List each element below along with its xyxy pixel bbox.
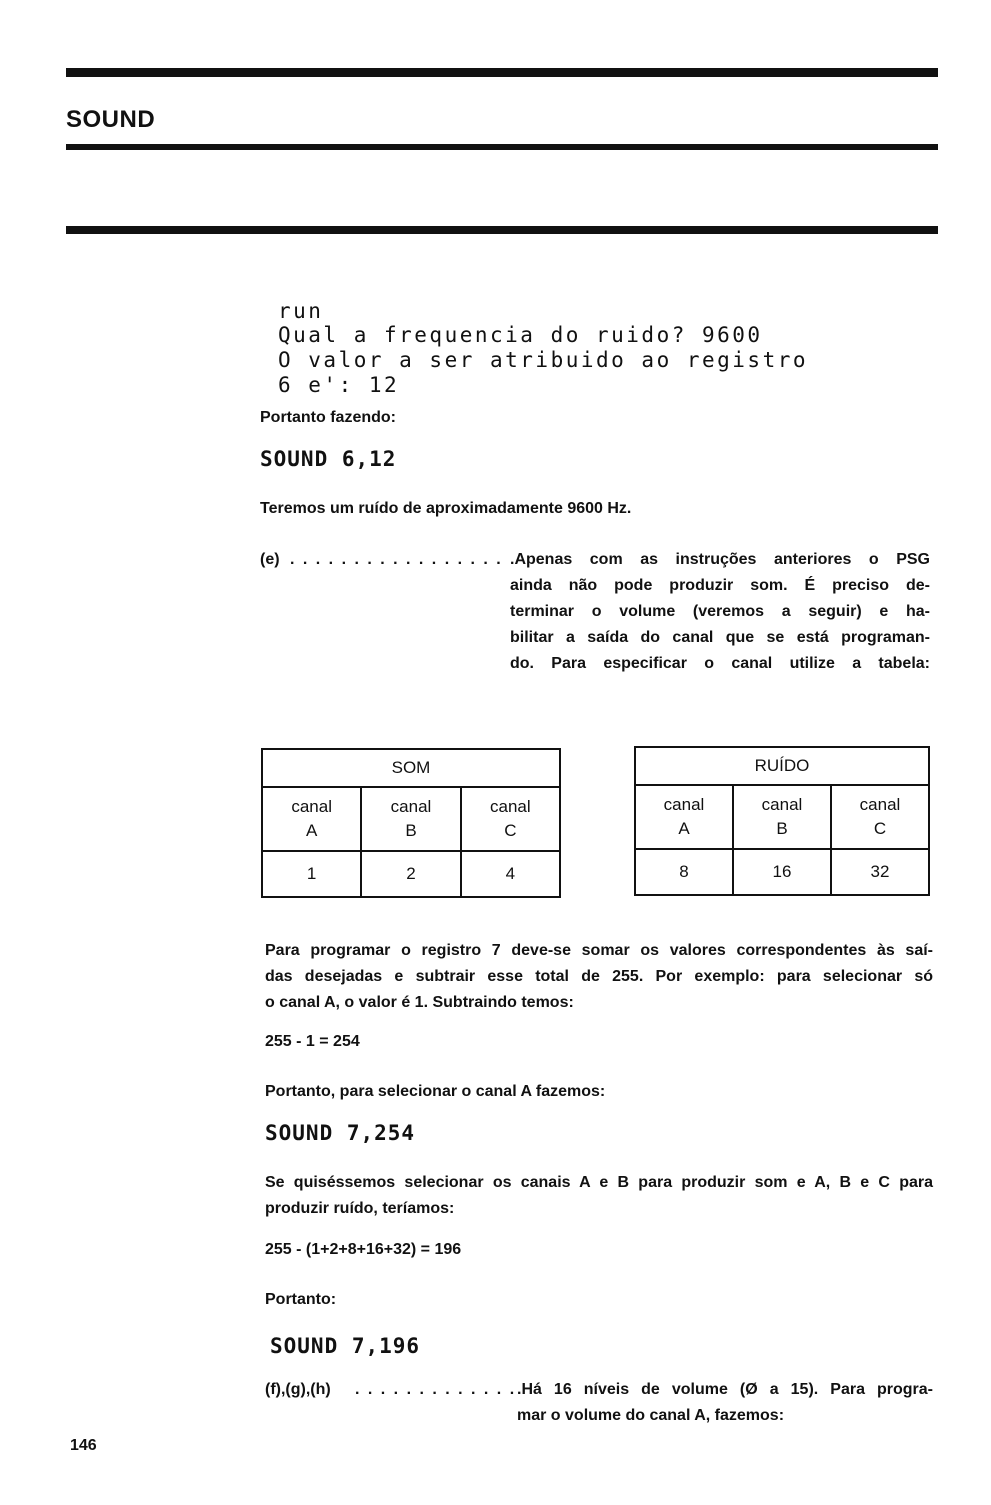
portanto-text: Portanto: bbox=[265, 1291, 337, 1308]
program-output-line: 6 e': 12 bbox=[278, 373, 400, 397]
item-fgh-leader: . . . . . . . . . . . . . bbox=[355, 1381, 517, 1398]
sound-command-2: SOUND 7,254 bbox=[265, 1121, 416, 1145]
som-table-title: SOM bbox=[262, 749, 560, 787]
som-channel-c-label: canal C bbox=[461, 787, 560, 851]
item-e-line: .Apenas com as instruções anteriores o PSG bbox=[510, 551, 930, 568]
ruido-table bbox=[634, 746, 930, 896]
sound-command-3: SOUND 7,196 bbox=[270, 1334, 421, 1358]
title-underline-rule bbox=[66, 144, 938, 150]
item-e-line: do. Para especificar o canal utilize a tabela: bbox=[510, 655, 930, 672]
top-rule bbox=[66, 68, 938, 77]
item-e-line: bilitar a saída do canal que se está programan- bbox=[510, 629, 930, 646]
item-e-line: ainda não pode produzir som. É preciso de- bbox=[510, 577, 930, 594]
som-channel-c-value: 4 bbox=[461, 851, 560, 897]
register7-line: o canal A, o valor é 1. Subtraindo temos: bbox=[265, 994, 574, 1011]
som-channel-a-value: 1 bbox=[262, 851, 361, 897]
item-fgh-line: .Há 16 níveis de volume (Ø a 15). Para progra- bbox=[517, 1381, 933, 1398]
section-title: SOUND bbox=[66, 106, 156, 133]
som-channel-b-value: 2 bbox=[361, 851, 460, 897]
ruido-channel-c-label: canal C bbox=[831, 785, 929, 849]
program-output-line: Qual a frequencia do ruido? 9600 bbox=[278, 323, 763, 347]
portanto-fazendo-text: Portanto fazendo: bbox=[260, 409, 396, 426]
ruido-channel-c-value: 32 bbox=[831, 849, 929, 895]
ruido-channel-b-value: 16 bbox=[733, 849, 831, 895]
item-e-label: (e) bbox=[260, 551, 280, 568]
register7-line: das desejadas e subtrair esse total de 255. Por exemplo: para selecionar só bbox=[265, 968, 933, 985]
ruido-channel-b-label: canal B bbox=[733, 785, 831, 849]
item-fgh-line: mar o volume do canal A, fazemos: bbox=[517, 1407, 785, 1424]
program-output-line: run bbox=[278, 299, 324, 323]
som-channel-a-label: canal A bbox=[262, 787, 361, 851]
sound-command-1: SOUND 6,12 bbox=[260, 447, 397, 471]
canais-paragraph bbox=[265, 1170, 933, 1222]
content-top-rule bbox=[66, 226, 938, 234]
ruido-table-title: RUÍDO bbox=[635, 747, 929, 785]
calculation-2: 255 - (1+2+8+16+32) = 196 bbox=[265, 1241, 462, 1258]
register7-line: Para programar o registro 7 deve-se somar os valores correspondentes às saí- bbox=[265, 942, 933, 959]
som-channel-b-label: canal B bbox=[361, 787, 460, 851]
canais-line: Se quiséssemos selecionar os canais A e B para produzir som e A, B e C para bbox=[265, 1174, 933, 1191]
portanto-canal-a-text: Portanto, para selecionar o canal A fazemos: bbox=[265, 1083, 606, 1100]
ruido-channel-a-label: canal A bbox=[635, 785, 733, 849]
som-table bbox=[261, 748, 561, 898]
ruido-aprox-text: Teremos um ruído de aproximadamente 9600 Hz. bbox=[260, 500, 632, 517]
item-fgh-paragraph bbox=[517, 1377, 933, 1429]
canais-line: produzir ruído, teríamos: bbox=[265, 1200, 455, 1217]
item-e-paragraph bbox=[510, 547, 930, 677]
ruido-channel-a-value: 8 bbox=[635, 849, 733, 895]
calculation-1: 255 - 1 = 254 bbox=[265, 1033, 360, 1050]
page-number: 146 bbox=[70, 1437, 97, 1454]
item-fgh-label: (f),(g),(h) bbox=[265, 1381, 331, 1398]
register7-paragraph bbox=[265, 938, 933, 1016]
item-e-leader: . . . . . . . . . . . . . . . . . bbox=[290, 551, 503, 568]
item-e-line: terminar o volume (veremos a seguir) e ha- bbox=[510, 603, 930, 620]
program-output-line: O valor a ser atribuido ao registro bbox=[278, 348, 809, 372]
